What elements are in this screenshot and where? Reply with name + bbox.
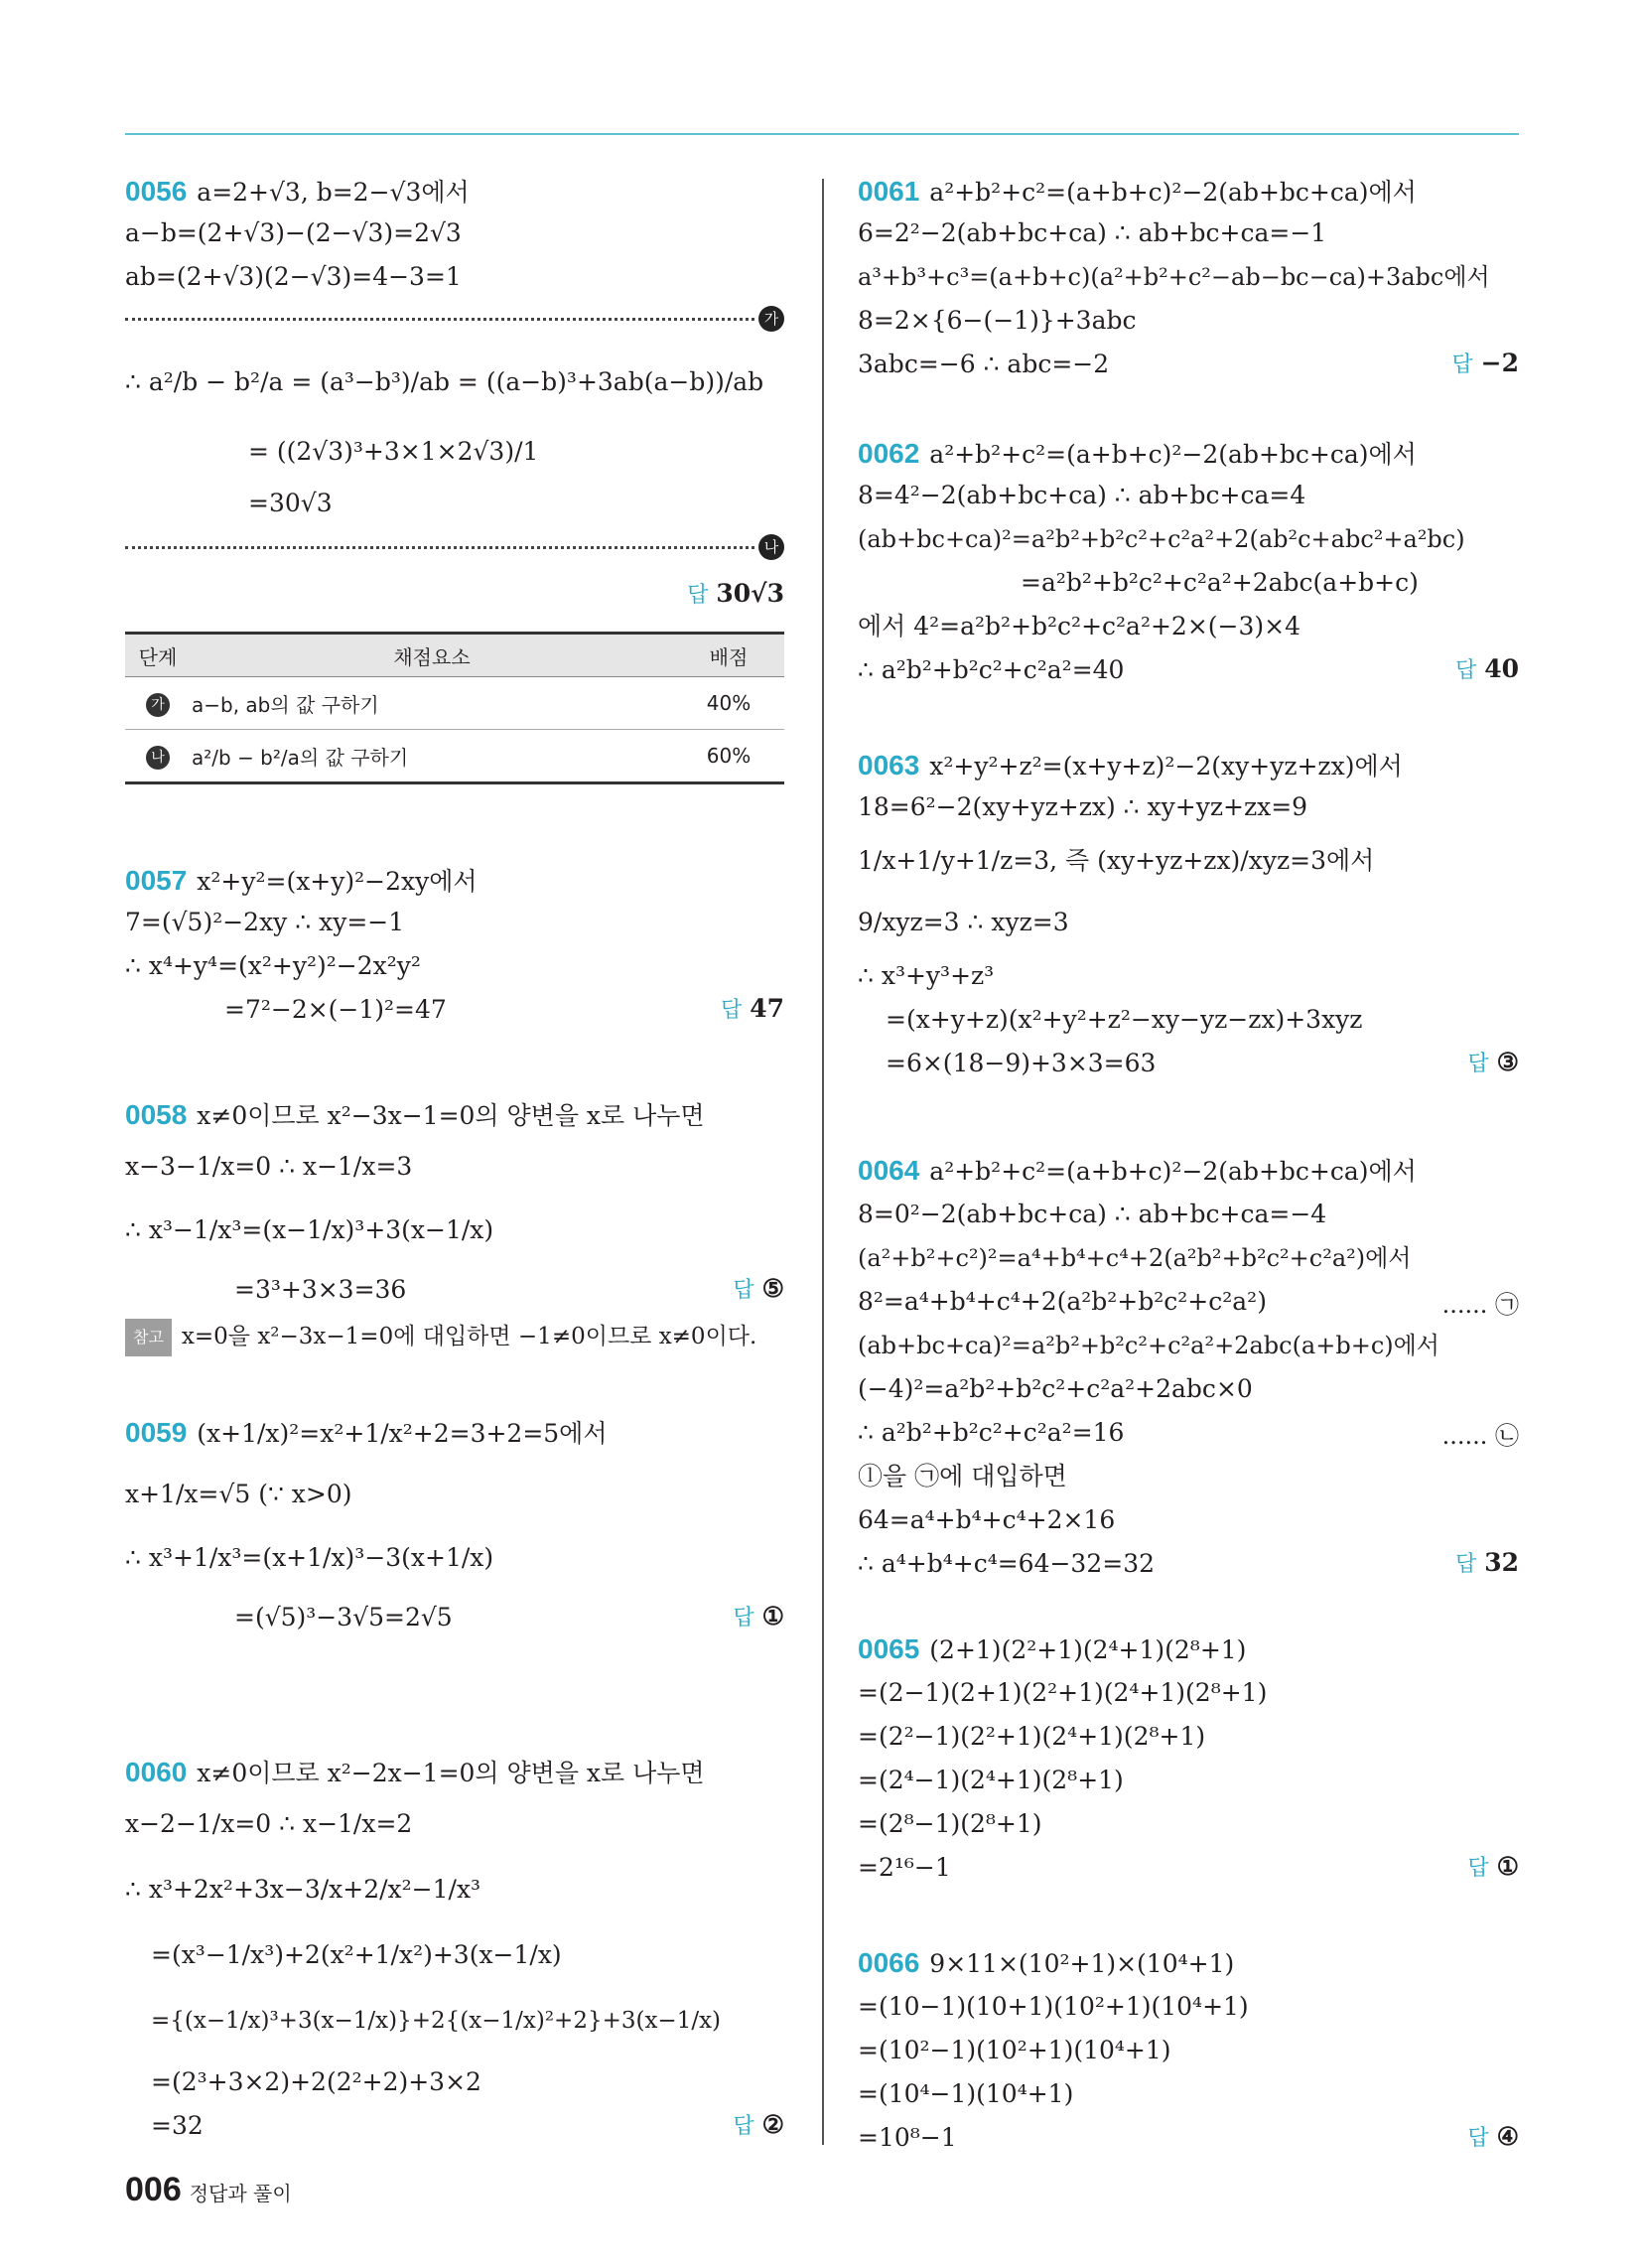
solution-line: =2¹⁶−1: [858, 1853, 951, 1882]
step-marker: 가: [146, 693, 170, 717]
footer-title: 정답과 풀이: [189, 2182, 292, 2205]
answer-label: 답: [733, 1606, 754, 1630]
solution-line: ∴ a²b²+b²c²+c²a²=16: [858, 1418, 1125, 1447]
answer-value: ⑤: [761, 1274, 784, 1303]
solution-line: x²+y²+z²=(x+y+z)²−2(xy+yz+zx)에서: [929, 752, 1403, 780]
answer-value: ②: [761, 2110, 784, 2139]
solution-line: ∴ x³+y³+z³: [858, 961, 995, 990]
answer: [733, 2109, 784, 2140]
solution-line: 9/xyz=3 ∴ xyz=3: [858, 908, 1069, 936]
problem-number: 0065: [858, 1633, 920, 1664]
answer-value: 40: [1484, 654, 1519, 683]
top-rule: [125, 133, 1519, 135]
solution-line: = ((2√3)³+3×1×2√3)/1: [248, 437, 539, 466]
answer: [1455, 653, 1519, 684]
solution-line: (ab+bc+ca)²=a²b²+b²c²+c²a²+2abc(a+b+c)에서: [858, 1332, 1439, 1359]
problem-number: 0063: [858, 750, 920, 780]
solution-line: 9×11×(10²+1)×(10⁴+1): [929, 1949, 1235, 1978]
problem-number: 0064: [858, 1155, 920, 1186]
solution-line: ={(x−1/x)³+3(x−1/x)}+2{(x−1/x)²+2}+3(x−1/x): [151, 2008, 722, 2034]
problem-number: 0066: [858, 1947, 920, 1978]
solution-line: =6×(18−9)+3×3=63: [886, 1049, 1157, 1077]
solution-line: x−2−1/x=0 ∴ x−1/x=2: [125, 1809, 413, 1838]
answer: [733, 1601, 784, 1631]
solution-line: ∴ a²/b − b²/a = (a³−b³)/ab = ((a−b)³+3ab(a−b))/ab: [125, 367, 764, 396]
solution-line: x−3−1/x=0 ∴ x−1/x=3: [125, 1152, 413, 1181]
solution-line: ∴ x³+1/x³=(x+1/x)³−3(x+1/x): [125, 1543, 494, 1572]
answer-value: 47: [750, 994, 784, 1023]
answer-value: 32: [1484, 1548, 1519, 1577]
solution-line: =(10²−1)(10²+1)(10⁴+1): [858, 2036, 1171, 2064]
grading-table: [125, 632, 784, 784]
solution-line: ∴ x³−1/x³=(x−1/x)³+3(x−1/x): [125, 1215, 494, 1244]
solution-line: a=2+√3, b=2−√3에서: [197, 178, 470, 207]
note-text: x=0을 x²−3x−1=0에 대입하면 −1≠0이므로 x≠0이다.: [181, 1324, 757, 1349]
page-number: 006: [125, 2171, 182, 2208]
solution-line: a³+b³+c³=(a+b+c)(a²+b²+c²−ab−bc−ca)+3abc에서: [858, 263, 1490, 291]
answer-value: ①: [1496, 1852, 1519, 1881]
answer-label: 답: [1454, 1552, 1477, 1577]
solution-line: x≠0이므로 x²−2x−1=0의 양변을 x로 나누면: [197, 1759, 705, 1787]
step-marker: 나: [758, 534, 784, 560]
solution-line: =(10⁴−1)(10⁴+1): [858, 2079, 1074, 2108]
page-footer: [125, 2171, 292, 2209]
answer: [721, 993, 784, 1024]
solution-line: 8=2×{6−(−1)}+3abc: [858, 306, 1137, 335]
answer-label: 답: [1467, 1052, 1489, 1076]
solution-line: (a²+b²+c²)²=a⁴+b⁴+c⁴+2(a²b²+b²c²+c²a²)에서: [858, 1244, 1412, 1272]
solution-line: =10⁸−1: [858, 2123, 957, 2152]
solution-line: a²+b²+c²=(a+b+c)²−2(ab+bc+ca)에서: [929, 178, 1417, 207]
solution-line: ∴ a⁴+b⁴+c⁴=64−32=32: [858, 1549, 1155, 1578]
answer-value: ①: [761, 1602, 784, 1630]
table-cell: a−b, ab의 값 구하기: [191, 677, 673, 730]
dotted-separator: [125, 546, 754, 549]
solution-line: 3abc=−6 ∴ abc=−2: [858, 350, 1110, 378]
solution-line: x+1/x=√5 (∵ x>0): [125, 1480, 352, 1508]
solution-line: 64=a⁴+b⁴+c⁴+2×16: [858, 1505, 1116, 1534]
answer: [687, 578, 784, 609]
solution-line: =(2⁴−1)(2⁴+1)(2⁸+1): [858, 1766, 1124, 1794]
problem-number: 0061: [858, 176, 920, 207]
solution-line: a−b=(2+√3)−(2−√3)=2√3: [125, 218, 462, 247]
answer-label: 답: [733, 1278, 754, 1303]
solution-line: =(x+y+z)(x²+y²+z²−xy−yz−zx)+3xyz: [886, 1005, 1363, 1034]
step-marker: 가: [758, 306, 784, 332]
solution-line: x≠0이므로 x²−3x−1=0의 양변을 x로 나누면: [197, 1101, 705, 1130]
solution-line: 8=0²−2(ab+bc+ca) ∴ ab+bc+ca=−4: [858, 1200, 1327, 1228]
solution-line: ∴ x³+2x²+3x−3/x+2/x²−1/x³: [125, 1875, 481, 1904]
answer-label: 답: [1467, 2126, 1489, 2151]
table-row: [125, 730, 784, 783]
solution-line: ∴ x⁴+y⁴=(x²+y²)²−2x²y²: [125, 951, 421, 980]
answer-value: ③: [1496, 1048, 1519, 1076]
note-tag: 참고: [125, 1319, 172, 1356]
problem-number: 0058: [125, 1099, 188, 1130]
solution-line: ⓛ을 ㉠에 대입하면: [858, 1462, 1067, 1490]
problem-number: 0060: [125, 1757, 188, 1787]
table-row: [125, 677, 784, 730]
solution-line: 에서 4²=a²b²+b²c²+c²a²+2×(−3)×4: [858, 612, 1300, 640]
problem-number: 0057: [125, 865, 188, 896]
answer: [1467, 1047, 1519, 1077]
table-cell: 60%: [673, 730, 784, 783]
solution-line: =(2−1)(2+1)(2²+1)(2⁴+1)(2⁸+1): [858, 1678, 1268, 1707]
dotted-separator: [125, 318, 754, 321]
solution-line: =7²−2×(−1)²=47: [224, 995, 447, 1024]
solution-line: (ab+bc+ca)²=a²b²+b²c²+c²a²+2(ab²c+abc²+a²bc): [858, 525, 1465, 553]
solution-line: =(10−1)(10+1)(10²+1)(10⁴+1): [858, 1992, 1249, 2021]
answer-label: 답: [1454, 658, 1477, 683]
answer: [1467, 1851, 1519, 1882]
solution-line: 7=(√5)²−2xy ∴ xy=−1: [125, 908, 405, 936]
solution-line: (−4)²=a²b²+b²c²+c²a²+2abc×0: [858, 1374, 1253, 1403]
answer-label: 답: [720, 998, 743, 1023]
solution-line: =(√5)³−3√5=2√5: [234, 1603, 453, 1631]
solution-line: x²+y²=(x+y)²−2xy에서: [197, 867, 478, 896]
solution-line: =(x³−1/x³)+2(x²+1/x²)+3(x−1/x): [151, 1940, 562, 1969]
table-header: 단계: [125, 634, 191, 677]
answer-label: 답: [1451, 353, 1473, 377]
solution-line: =30√3: [248, 489, 333, 517]
solution-line: ab=(2+√3)(2−√3)=4−3=1: [125, 262, 462, 291]
solution-line: 1/x+1/y+1/z=3, 즉 (xy+yz+zx)/xyz=3에서: [858, 846, 1375, 875]
equation-tag: ...... ㉡: [1441, 1422, 1519, 1450]
solution-line: 18=6²−2(xy+yz+zx) ∴ xy+yz+zx=9: [858, 792, 1308, 821]
answer-label: 답: [733, 2114, 754, 2139]
solution-line: 6=2²−2(ab+bc+ca) ∴ ab+bc+ca=−1: [858, 218, 1327, 247]
equation-tag: ...... ㉠: [1441, 1291, 1519, 1319]
answer: [1455, 1547, 1519, 1578]
answer: [1467, 2121, 1519, 2152]
solution-line: =(2²−1)(2²+1)(2⁴+1)(2⁸+1): [858, 1722, 1206, 1751]
solution-line: (x+1/x)²=x²+1/x²+2=3+2=5에서: [197, 1419, 608, 1448]
solution-line: =(2⁸−1)(2⁸+1): [858, 1809, 1042, 1838]
step-marker: 나: [146, 746, 170, 770]
table-header: 배점: [673, 634, 784, 677]
solution-line: =3³+3×3=36: [234, 1275, 407, 1304]
problem-number: 0056: [125, 176, 188, 207]
solution-line: =(2³+3×2)+2(2²+2)+3×2: [151, 2067, 481, 2096]
solution-line: (2+1)(2²+1)(2⁴+1)(2⁸+1): [929, 1635, 1247, 1664]
answer-value: −2: [1480, 349, 1519, 377]
table-header: 채점요소: [191, 634, 673, 677]
answer-label: 답: [1467, 1856, 1489, 1881]
answer: [1451, 348, 1519, 378]
answer-label: 답: [687, 583, 709, 608]
solution-line: 8=4²−2(ab+bc+ca) ∴ ab+bc+ca=4: [858, 481, 1306, 509]
solution-line: =32: [151, 2111, 204, 2140]
problem-number: 0062: [858, 438, 920, 469]
solution-line: ∴ a²b²+b²c²+c²a²=40: [858, 655, 1125, 684]
answer: [733, 1273, 784, 1304]
problem-number: 0059: [125, 1417, 188, 1448]
table-cell: a²/b − b²/a의 값 구하기: [191, 730, 673, 783]
solution-line: 8²=a⁴+b⁴+c⁴+2(a²b²+b²c²+c²a²): [858, 1287, 1267, 1316]
table-cell: 40%: [673, 677, 784, 730]
solution-line: =a²b²+b²c²+c²a²+2abc(a+b+c): [1021, 568, 1419, 597]
solution-line: a²+b²+c²=(a+b+c)²−2(ab+bc+ca)에서: [929, 440, 1417, 469]
solution-line: a²+b²+c²=(a+b+c)²−2(ab+bc+ca)에서: [929, 1157, 1417, 1186]
answer-value: 30√3: [716, 579, 784, 608]
column-divider: [822, 179, 824, 2145]
answer-value: ④: [1496, 2122, 1519, 2151]
